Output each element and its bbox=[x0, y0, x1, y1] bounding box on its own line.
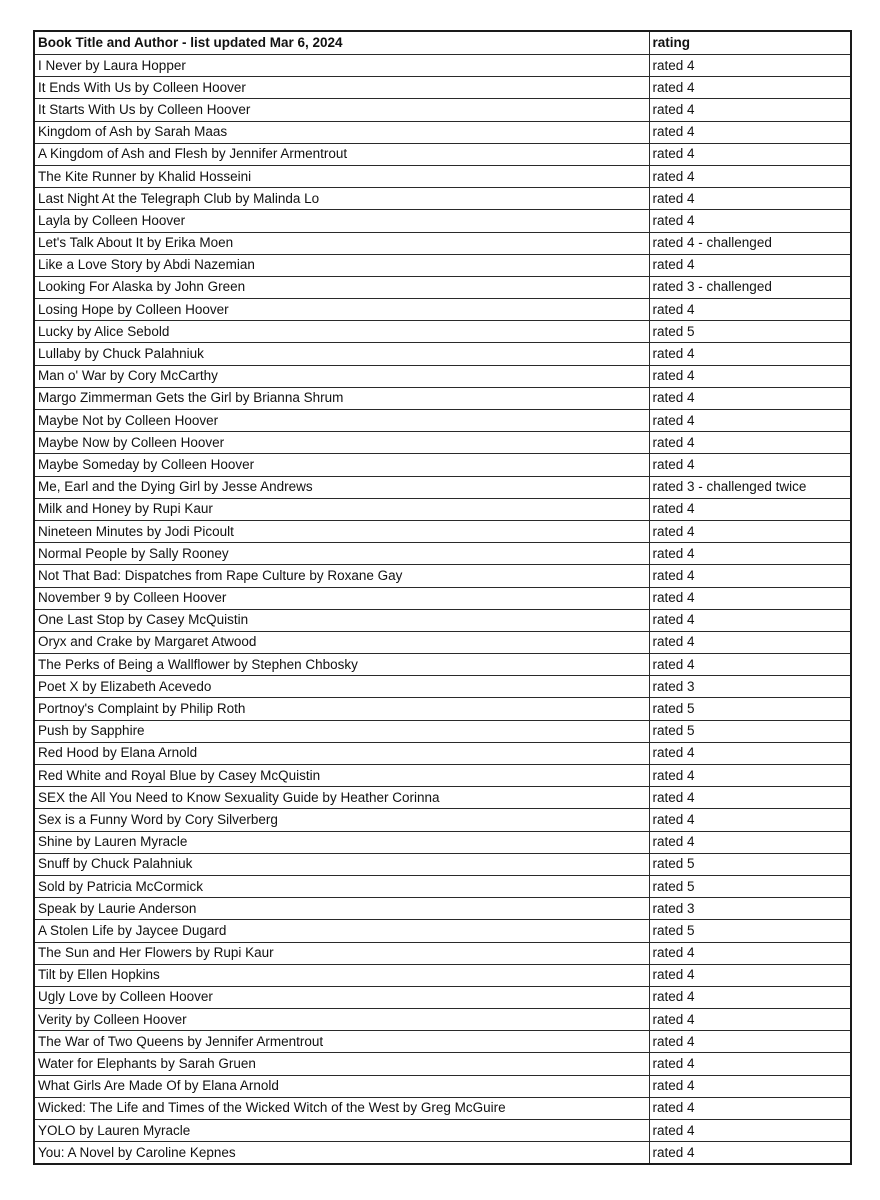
table-row bbox=[34, 321, 851, 343]
book-title-cell: Red Hood by Elana Arnold bbox=[34, 742, 649, 764]
table-row bbox=[34, 1075, 851, 1097]
rating-cell: rated 4 bbox=[649, 254, 851, 276]
rating-cell: rated 4 bbox=[649, 299, 851, 321]
book-title-cell: Sold by Patricia McCormick bbox=[34, 875, 649, 897]
table-body bbox=[34, 55, 851, 1165]
book-title-cell: One Last Stop by Casey McQuistin bbox=[34, 609, 649, 631]
table-row bbox=[34, 454, 851, 476]
rating-cell: rated 4 bbox=[649, 654, 851, 676]
table-row bbox=[34, 831, 851, 853]
book-title-cell: Maybe Not by Colleen Hoover bbox=[34, 410, 649, 432]
table-row bbox=[34, 853, 851, 875]
title-column-header: Book Title and Author - list updated Mar 6, 2024 bbox=[34, 31, 649, 55]
table-row bbox=[34, 986, 851, 1008]
book-title-cell: Wicked: The Life and Times of the Wicked Witch of the West by Greg McGuire bbox=[34, 1097, 649, 1119]
table-row bbox=[34, 898, 851, 920]
rating-cell: rated 4 bbox=[649, 831, 851, 853]
book-title-cell: Looking For Alaska by John Green bbox=[34, 276, 649, 298]
rating-cell: rated 4 - challenged bbox=[649, 232, 851, 254]
rating-cell: rated 4 bbox=[649, 77, 851, 99]
rating-column-header: rating bbox=[649, 31, 851, 55]
book-title-cell: Layla by Colleen Hoover bbox=[34, 210, 649, 232]
rating-cell: rated 4 bbox=[649, 520, 851, 542]
book-title-cell: SEX the All You Need to Know Sexuality Guide by Heather Corinna bbox=[34, 787, 649, 809]
book-title-cell: Water for Elephants by Sarah Gruen bbox=[34, 1053, 649, 1075]
table-row bbox=[34, 432, 851, 454]
book-title-cell: Ugly Love by Colleen Hoover bbox=[34, 986, 649, 1008]
rating-cell: rated 4 bbox=[649, 143, 851, 165]
rating-cell: rated 4 bbox=[649, 365, 851, 387]
rating-cell: rated 4 bbox=[649, 55, 851, 77]
table-row bbox=[34, 698, 851, 720]
book-title-cell: What Girls Are Made Of by Elana Arnold bbox=[34, 1075, 649, 1097]
table-row bbox=[34, 299, 851, 321]
book-title-cell: Man o' War by Cory McCarthy bbox=[34, 365, 649, 387]
table-row bbox=[34, 343, 851, 365]
book-title-cell: A Kingdom of Ash and Flesh by Jennifer Armentrout bbox=[34, 143, 649, 165]
table-row bbox=[34, 188, 851, 210]
rating-cell: rated 3 - challenged bbox=[649, 276, 851, 298]
rating-cell: rated 3 - challenged twice bbox=[649, 476, 851, 498]
rating-cell: rated 4 bbox=[649, 165, 851, 187]
rating-cell: rated 4 bbox=[649, 942, 851, 964]
rating-cell: rated 4 bbox=[649, 343, 851, 365]
book-title-cell: Nineteen Minutes by Jodi Picoult bbox=[34, 520, 649, 542]
book-title-cell: Push by Sapphire bbox=[34, 720, 649, 742]
book-title-cell: Snuff by Chuck Palahniuk bbox=[34, 853, 649, 875]
book-title-cell: YOLO by Lauren Myracle bbox=[34, 1120, 649, 1142]
table-row bbox=[34, 387, 851, 409]
table-row bbox=[34, 498, 851, 520]
book-title-cell: The Kite Runner by Khalid Hosseini bbox=[34, 165, 649, 187]
book-title-cell: Shine by Lauren Myracle bbox=[34, 831, 649, 853]
book-title-cell: Kingdom of Ash by Sarah Maas bbox=[34, 121, 649, 143]
rating-cell: rated 5 bbox=[649, 875, 851, 897]
book-title-cell: November 9 by Colleen Hoover bbox=[34, 587, 649, 609]
table-row bbox=[34, 1053, 851, 1075]
book-title-cell: You: A Novel by Caroline Kepnes bbox=[34, 1142, 649, 1165]
book-title-cell: Lullaby by Chuck Palahniuk bbox=[34, 343, 649, 365]
book-title-cell: Sex is a Funny Word by Cory Silverberg bbox=[34, 809, 649, 831]
book-title-cell: The War of Two Queens by Jennifer Armentrout bbox=[34, 1031, 649, 1053]
table-row bbox=[34, 121, 851, 143]
book-title-cell: Like a Love Story by Abdi Nazemian bbox=[34, 254, 649, 276]
table-row bbox=[34, 232, 851, 254]
rating-cell: rated 4 bbox=[649, 121, 851, 143]
table-row bbox=[34, 1142, 851, 1165]
book-title-cell: Normal People by Sally Rooney bbox=[34, 543, 649, 565]
book-list-table bbox=[33, 30, 852, 1165]
table-row bbox=[34, 476, 851, 498]
rating-cell: rated 4 bbox=[649, 631, 851, 653]
table-row bbox=[34, 1097, 851, 1119]
book-title-cell: The Perks of Being a Wallflower by Stephen Chbosky bbox=[34, 654, 649, 676]
rating-cell: rated 5 bbox=[649, 321, 851, 343]
table-row bbox=[34, 742, 851, 764]
table-row bbox=[34, 654, 851, 676]
rating-cell: rated 4 bbox=[649, 565, 851, 587]
rating-cell: rated 4 bbox=[649, 787, 851, 809]
rating-cell: rated 4 bbox=[649, 210, 851, 232]
table-row bbox=[34, 276, 851, 298]
table-row bbox=[34, 520, 851, 542]
book-title-cell: Margo Zimmerman Gets the Girl by Brianna Shrum bbox=[34, 387, 649, 409]
table-row bbox=[34, 254, 851, 276]
rating-cell: rated 4 bbox=[649, 1097, 851, 1119]
rating-cell: rated 4 bbox=[649, 1142, 851, 1165]
table-row bbox=[34, 99, 851, 121]
rating-cell: rated 4 bbox=[649, 964, 851, 986]
book-title-cell: Let's Talk About It by Erika Moen bbox=[34, 232, 649, 254]
table-row bbox=[34, 77, 851, 99]
rating-cell: rated 4 bbox=[649, 765, 851, 787]
book-title-cell: Verity by Colleen Hoover bbox=[34, 1009, 649, 1031]
table-row bbox=[34, 565, 851, 587]
book-title-cell: Speak by Laurie Anderson bbox=[34, 898, 649, 920]
book-title-cell: Poet X by Elizabeth Acevedo bbox=[34, 676, 649, 698]
rating-cell: rated 4 bbox=[649, 410, 851, 432]
rating-cell: rated 3 bbox=[649, 898, 851, 920]
rating-cell: rated 4 bbox=[649, 498, 851, 520]
rating-cell: rated 4 bbox=[649, 1009, 851, 1031]
table-row bbox=[34, 920, 851, 942]
book-title-cell: Last Night At the Telegraph Club by Malinda Lo bbox=[34, 188, 649, 210]
rating-cell: rated 4 bbox=[649, 99, 851, 121]
rating-cell: rated 3 bbox=[649, 676, 851, 698]
table-row bbox=[34, 676, 851, 698]
table-row bbox=[34, 720, 851, 742]
rating-cell: rated 5 bbox=[649, 698, 851, 720]
table-row bbox=[34, 765, 851, 787]
table-row bbox=[34, 787, 851, 809]
table-row bbox=[34, 1009, 851, 1031]
book-title-cell: Milk and Honey by Rupi Kaur bbox=[34, 498, 649, 520]
book-title-cell: Oryx and Crake by Margaret Atwood bbox=[34, 631, 649, 653]
rating-cell: rated 4 bbox=[649, 1053, 851, 1075]
book-title-cell: Losing Hope by Colleen Hoover bbox=[34, 299, 649, 321]
rating-cell: rated 4 bbox=[649, 587, 851, 609]
table-row bbox=[34, 165, 851, 187]
table-row bbox=[34, 587, 851, 609]
rating-cell: rated 4 bbox=[649, 809, 851, 831]
book-title-cell: Maybe Now by Colleen Hoover bbox=[34, 432, 649, 454]
book-title-cell: The Sun and Her Flowers by Rupi Kaur bbox=[34, 942, 649, 964]
book-title-cell: Tilt by Ellen Hopkins bbox=[34, 964, 649, 986]
rating-cell: rated 4 bbox=[649, 188, 851, 210]
rating-cell: rated 5 bbox=[649, 920, 851, 942]
table-header-row bbox=[34, 31, 851, 55]
book-title-cell: Not That Bad: Dispatches from Rape Culture by Roxane Gay bbox=[34, 565, 649, 587]
rating-cell: rated 4 bbox=[649, 1120, 851, 1142]
rating-cell: rated 4 bbox=[649, 1075, 851, 1097]
rating-cell: rated 4 bbox=[649, 742, 851, 764]
table-row bbox=[34, 55, 851, 77]
rating-cell: rated 4 bbox=[649, 387, 851, 409]
book-title-cell: Me, Earl and the Dying Girl by Jesse Andrews bbox=[34, 476, 649, 498]
rating-cell: rated 5 bbox=[649, 853, 851, 875]
rating-cell: rated 4 bbox=[649, 609, 851, 631]
rating-cell: rated 4 bbox=[649, 543, 851, 565]
table-row bbox=[34, 210, 851, 232]
book-title-cell: Portnoy's Complaint by Philip Roth bbox=[34, 698, 649, 720]
book-title-cell: Lucky by Alice Sebold bbox=[34, 321, 649, 343]
rating-cell: rated 5 bbox=[649, 720, 851, 742]
rating-cell: rated 4 bbox=[649, 432, 851, 454]
table-row bbox=[34, 410, 851, 432]
book-title-cell: Red White and Royal Blue by Casey McQuistin bbox=[34, 765, 649, 787]
book-title-cell: I Never by Laura Hopper bbox=[34, 55, 649, 77]
table-row bbox=[34, 1120, 851, 1142]
table-row bbox=[34, 365, 851, 387]
rating-cell: rated 4 bbox=[649, 454, 851, 476]
table-row bbox=[34, 1031, 851, 1053]
table-row bbox=[34, 631, 851, 653]
table-row bbox=[34, 543, 851, 565]
book-title-cell: A Stolen Life by Jaycee Dugard bbox=[34, 920, 649, 942]
table-row bbox=[34, 609, 851, 631]
rating-cell: rated 4 bbox=[649, 1031, 851, 1053]
book-title-cell: It Ends With Us by Colleen Hoover bbox=[34, 77, 649, 99]
table-row bbox=[34, 143, 851, 165]
table-row bbox=[34, 809, 851, 831]
table-row bbox=[34, 964, 851, 986]
book-title-cell: It Starts With Us by Colleen Hoover bbox=[34, 99, 649, 121]
table-row bbox=[34, 942, 851, 964]
rating-cell: rated 4 bbox=[649, 986, 851, 1008]
table-row bbox=[34, 875, 851, 897]
book-title-cell: Maybe Someday by Colleen Hoover bbox=[34, 454, 649, 476]
